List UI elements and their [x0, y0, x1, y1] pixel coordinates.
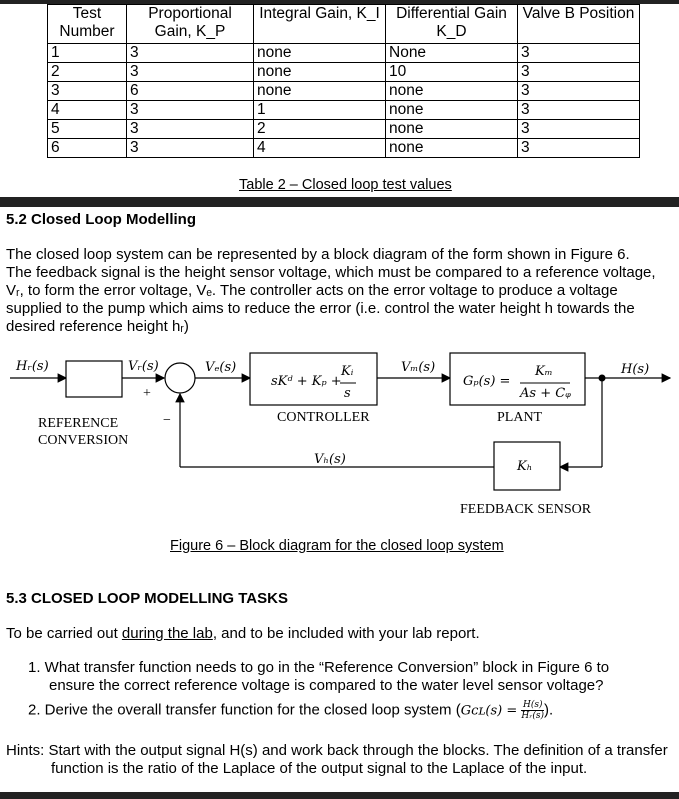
table-cell: 3 — [518, 82, 640, 101]
reference-conversion-block — [66, 361, 122, 397]
summing-junction — [165, 363, 195, 393]
table-caption: Table 2 – Closed loop test values — [239, 177, 452, 193]
table-cell: none — [254, 82, 386, 101]
figure-caption: Figure 6 – Block diagram for the closed loop system — [170, 538, 504, 554]
reference-label-2: CONVERSION — [38, 433, 129, 448]
table-row — [48, 82, 640, 101]
table-cell: 1 — [254, 101, 386, 120]
table-cell: 2 — [254, 120, 386, 139]
signal-vr-label: Vᵣ(s) — [128, 359, 159, 374]
table-cell: 4 — [48, 101, 127, 120]
table-cell: None — [386, 44, 518, 63]
signal-hs-label: H(s) — [621, 362, 650, 377]
table-cell: 3 — [127, 139, 254, 158]
table-cell: 3 — [518, 44, 640, 63]
section-heading-5-3: 5.3 CLOSED LOOP MODELLING TASKS — [6, 590, 288, 607]
controller-label: CONTROLLER — [277, 410, 370, 425]
task-1: 1. What transfer function needs to go in the “Reference Conversion” block in Figure 6 to ensure the correct reference voltage is compared to the water level sensor voltage? — [28, 659, 610, 694]
para-line: desired reference height hᵣ) — [6, 318, 189, 335]
plant-label: PLANT — [497, 410, 543, 425]
table-row — [48, 44, 640, 63]
para-line: Vᵣ, to form the error voltage, Vₑ. The controller acts on the error voltage to produce a voltage — [6, 282, 618, 299]
hints: Hints: Start with the output signal H(s) and work back through the blocks. The definition of a transfer function is the ratio of the Laplace of the output signal to the Laplace of the input. — [6, 742, 668, 777]
table-cell: 3 — [518, 63, 640, 82]
header-proportional: Proportional Gain, K_P — [127, 5, 254, 44]
section-5-2-paragraph — [6, 246, 674, 336]
reference-label-1: REFERENCE — [38, 416, 119, 431]
table-cell: 6 — [48, 139, 127, 158]
minus-sign: − — [163, 413, 171, 428]
header-test-number: Test Number — [48, 5, 127, 44]
table-cell: 2 — [48, 63, 127, 82]
para-line: supplied to the pump which aims to reduce the error (i.e. control the water height h towards the — [6, 300, 635, 317]
table-cell: 3 — [127, 44, 254, 63]
table-cell: 3 — [127, 120, 254, 139]
section-5-3-intro: To be carried out during the lab, and to be included with your lab report. — [6, 625, 480, 642]
table-header-row — [48, 5, 640, 44]
table-cell: 3 — [127, 101, 254, 120]
controller-expression: sKᵈ + Kₚ + — [271, 374, 342, 389]
table-cell: none — [386, 101, 518, 120]
para-line: The feedback signal is the height sensor voltage, which must be compared to a reference voltage, — [6, 264, 656, 281]
plus-sign: + — [143, 386, 151, 401]
table-cell: none — [386, 120, 518, 139]
header-integral: Integral Gain, K_I — [254, 5, 386, 44]
table-cell: none — [254, 63, 386, 82]
table-cell: 5 — [48, 120, 127, 139]
section-heading-5-2: 5.2 Closed Loop Modelling — [6, 211, 197, 228]
bottom-bar — [0, 792, 679, 799]
table-row — [48, 139, 640, 158]
signal-vh-label: Vₕ(s) — [314, 452, 346, 467]
plant-den: As + Cᵩ — [520, 386, 571, 401]
table-cell: none — [386, 139, 518, 158]
table-cell: 1 — [48, 44, 127, 63]
table-cell: none — [386, 82, 518, 101]
header-valve-b: Valve B Position — [518, 5, 640, 44]
during-the-lab-emphasis: during the lab — [121, 625, 213, 642]
plant-km: Kₘ — [535, 364, 553, 379]
table-cell: 10 — [386, 63, 518, 82]
plant-gp: Gₚ(s) = — [463, 374, 511, 389]
separator-bar — [0, 197, 679, 207]
controller-ki: Kᵢ — [341, 364, 354, 379]
signal-ve-label: Vₑ(s) — [205, 360, 237, 375]
task-2: 2. Derive the overall transfer function for the closed loop system (Gᴄʟ(s) = $\frac{H(s)}{\text{Hᵣ(s)}}$ ). — [28, 700, 554, 721]
table-cell: 6 — [127, 82, 254, 101]
header-differential: Differential Gain K_D — [386, 5, 518, 44]
controller-s: s — [344, 386, 351, 401]
table-cell: 3 — [127, 63, 254, 82]
para-line: The closed loop system can be represented by a block diagram of the form shown in Figure 6. — [6, 246, 630, 263]
table-cell: 3 — [518, 101, 640, 120]
signal-vm-label: Vₘ(s) — [401, 360, 436, 375]
table-cell: 3 — [518, 139, 640, 158]
table-cell: 3 — [518, 120, 640, 139]
table-row — [48, 101, 640, 120]
table-row — [48, 120, 640, 139]
sensor-kh: Kₕ — [517, 459, 533, 474]
table-row — [48, 63, 640, 82]
table-cell: none — [254, 44, 386, 63]
feedback-sensor-label: FEEDBACK SENSOR — [460, 502, 592, 517]
signal-hr-label: Hᵣ(s) — [16, 359, 49, 374]
table-cell: 4 — [254, 139, 386, 158]
closed-loop-test-table — [47, 4, 640, 158]
table-cell: 3 — [48, 82, 127, 101]
